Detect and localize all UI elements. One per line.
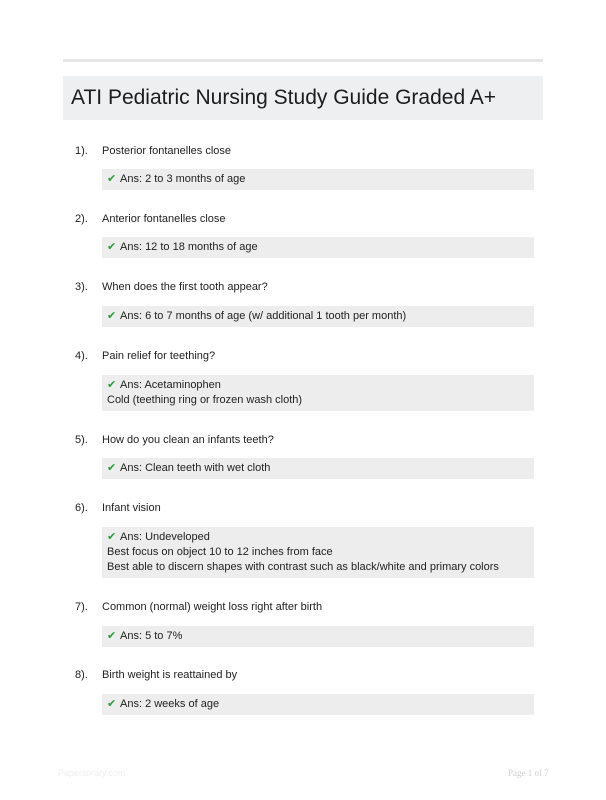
question-text: Infant vision (102, 502, 161, 514)
question-text: Anterior fontanelles close (102, 213, 226, 225)
answer-line: Ans: Acetaminophen (120, 379, 221, 391)
check-icon: ✔ (107, 698, 117, 710)
question-text: Birth weight is reattained by (102, 669, 238, 681)
answer-line: Ans: 6 to 7 months of age (w/ additional 1 tooth per month) (120, 310, 407, 322)
page-indicator: Page 1 of 7 (508, 768, 549, 778)
check-icon: ✔ (107, 379, 117, 391)
answer-box (102, 169, 534, 190)
answer-line: Best focus on object 10 to 12 inches from face (107, 546, 333, 558)
answer-box (102, 527, 534, 578)
question-number: 6). (75, 502, 88, 514)
question-text: Common (normal) weight loss right after birth (102, 601, 323, 613)
answer-line: Ans: 5 to 7% (120, 630, 183, 642)
top-divider (63, 59, 543, 62)
question-number: 5). (75, 434, 88, 446)
check-icon: ✔ (107, 630, 117, 642)
answer-line: Ans: 12 to 18 months of age (120, 241, 258, 253)
answer-line: Ans: 2 to 3 months of age (120, 173, 246, 185)
answer-box (102, 626, 534, 647)
answer-line: Ans: 2 weeks of age (120, 698, 220, 710)
question-number: 3). (75, 281, 88, 293)
title-bar (63, 76, 543, 120)
question-text: When does the first tooth appear? (102, 281, 268, 293)
question-text: How do you clean an infants teeth? (102, 434, 274, 446)
answer-box (102, 237, 534, 258)
question-text: Posterior fontanelles close (102, 145, 232, 157)
question-number: 2). (75, 213, 88, 225)
question-number: 1). (75, 145, 88, 157)
check-icon: ✔ (107, 241, 117, 253)
answer-line: Best able to discern shapes with contrast such as black/white and primary colors (107, 561, 499, 573)
answer-line: Ans: Undeveloped (120, 531, 210, 543)
answer-line: Ans: Clean teeth with wet cloth (120, 462, 271, 474)
answer-box (102, 458, 534, 479)
check-icon: ✔ (107, 173, 117, 185)
answer-box (102, 694, 534, 715)
question-number: 7). (75, 601, 88, 613)
footer-watermark: Paperlibrary.com (58, 768, 126, 778)
check-icon: ✔ (107, 310, 117, 322)
check-icon: ✔ (107, 531, 117, 543)
answer-box (102, 375, 534, 411)
question-text: Pain relief for teething? (102, 350, 216, 362)
answer-box (102, 306, 534, 327)
answer-line: Cold (teething ring or frozen wash cloth) (107, 394, 303, 406)
question-number: 8). (75, 669, 88, 681)
question-number: 4). (75, 350, 88, 362)
check-icon: ✔ (107, 462, 117, 474)
page-title: ATI Pediatric Nursing Study Guide Graded A+ (71, 86, 497, 109)
